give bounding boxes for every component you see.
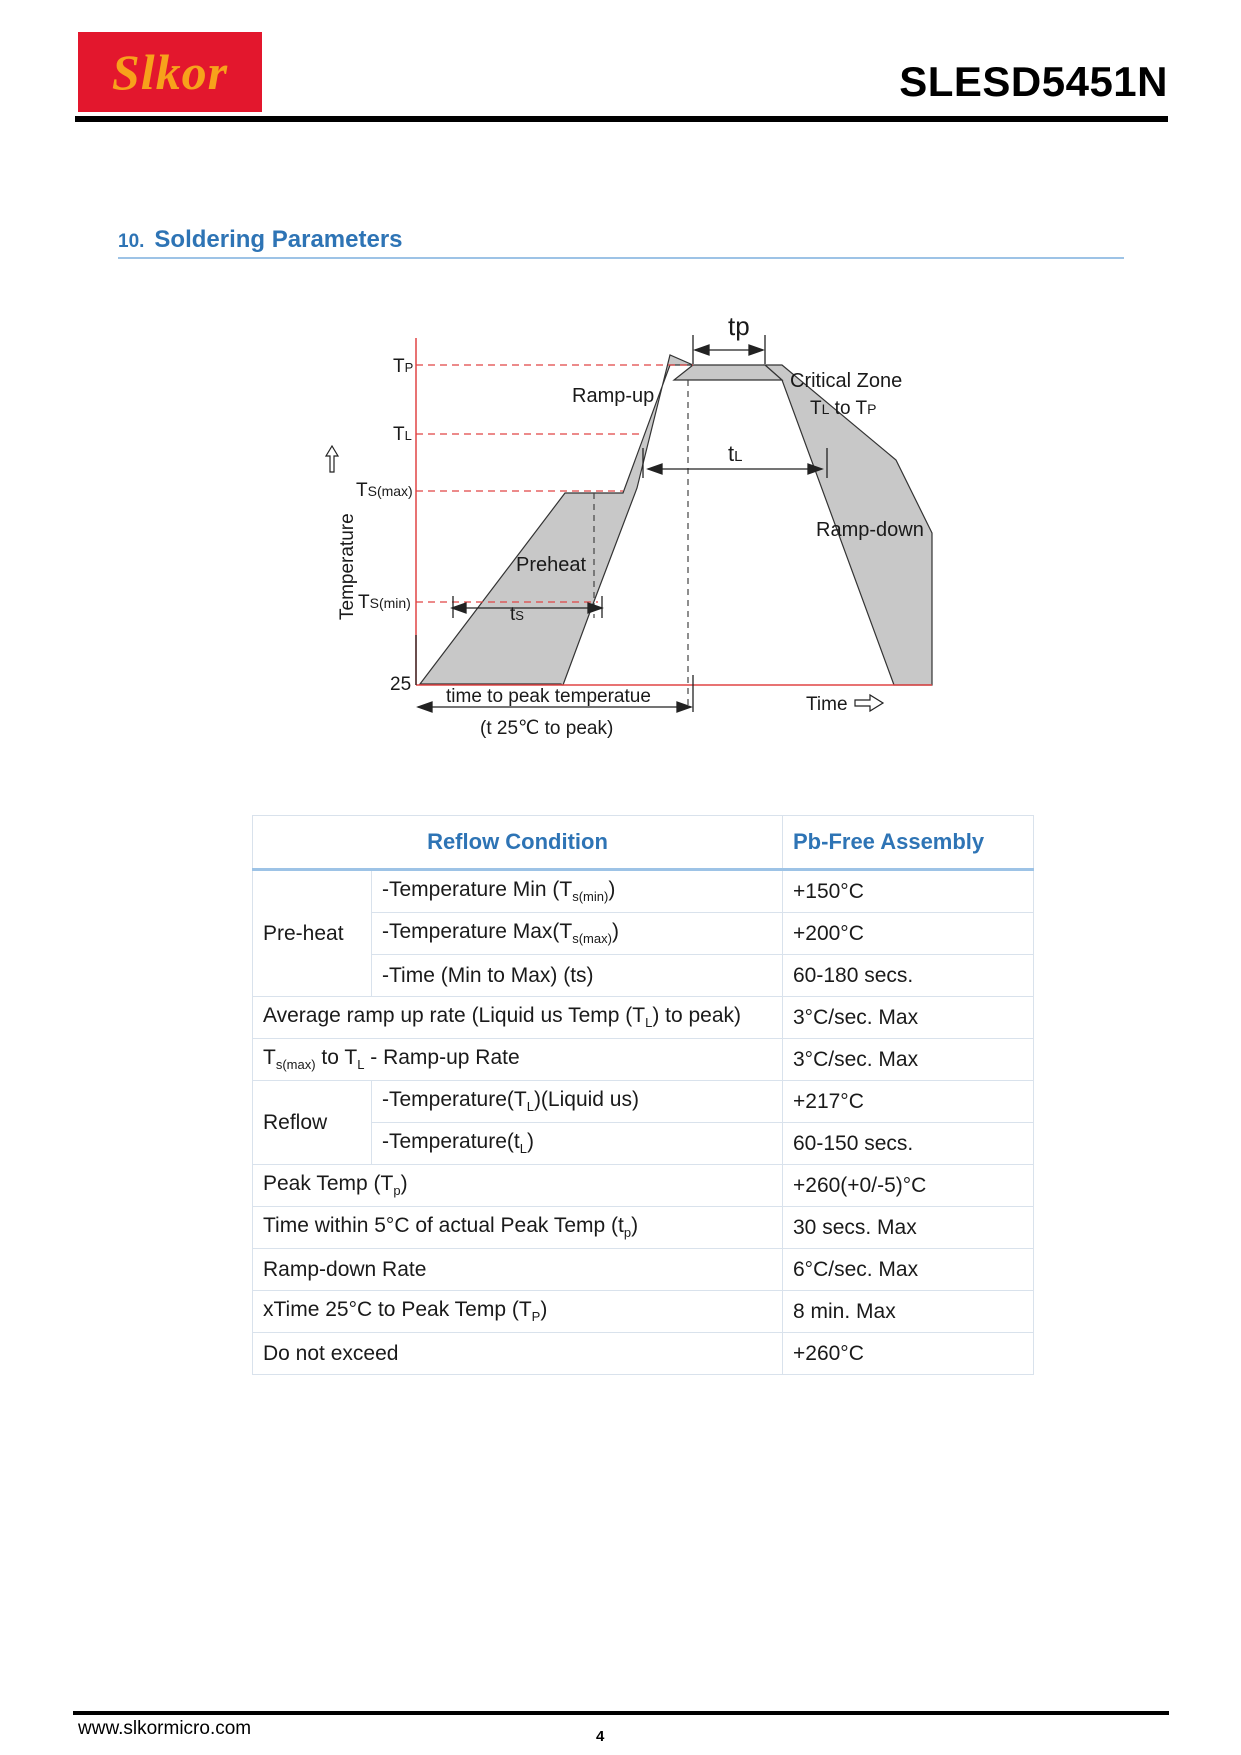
footer-divider (73, 1711, 1169, 1715)
tsmax-axis-label: TS(max) (356, 480, 413, 501)
table-cell: Ramp-down Rate (253, 1249, 783, 1291)
table-row (253, 1081, 1034, 1123)
table-cell: $-Temperature(t_L)$ (372, 1123, 783, 1165)
table-row (253, 1165, 1034, 1207)
critical-zone-range: TL to TP (810, 398, 877, 419)
table-cell: -Temperature $Max(T_{s(max)})$ (372, 913, 783, 955)
table-cell-value: 6°C/sec. Max (783, 1249, 1034, 1291)
ramp-down-label: Ramp-down (816, 519, 924, 541)
temperature-arrow-icon (326, 446, 338, 472)
time-arrow-icon (855, 695, 883, 711)
reflow-group-label: Reflow (253, 1081, 372, 1165)
table-row (253, 997, 1034, 1039)
table-cell: $-Temperature(T_L)(Liquid$ us) (372, 1081, 783, 1123)
critical-zone-label: Critical Zone (790, 370, 903, 392)
section-title: Soldering Parameters (154, 226, 403, 253)
table-row (253, 1039, 1034, 1081)
temperature-axis-title: Temperature (337, 513, 358, 620)
preheat-group-label: Pre-heat (253, 870, 372, 997)
table-cell-value: +260°C (783, 1333, 1034, 1375)
reflow-profile-diagram (320, 300, 960, 770)
tl-axis-label: TL (393, 424, 412, 445)
time-axis-title: Time (806, 694, 848, 715)
header-divider (75, 116, 1168, 122)
tsmin-axis-label: TS(min) (358, 592, 411, 613)
table-row (253, 1249, 1034, 1291)
table-cell-value: +260(+0/-5)°C (783, 1165, 1034, 1207)
table-row (253, 1333, 1034, 1375)
table-row (253, 1207, 1034, 1249)
table-cell-value: 60-150 secs. (783, 1123, 1034, 1165)
table-cell-value: 8 min. Max (783, 1291, 1034, 1333)
preheat-label: Preheat (516, 554, 587, 576)
ts-duration-label: tS (510, 604, 524, 625)
page-number: 4 (596, 1728, 605, 1745)
table-cell-value: 3°C/sec. Max (783, 1039, 1034, 1081)
table-cell-value: +200°C (783, 913, 1034, 955)
part-number: SLESD5451N (899, 58, 1168, 105)
tp-axis-label: TP (393, 356, 414, 377)
ramp-up-label: Ramp-up (572, 385, 655, 407)
tl-duration-label: tL (728, 441, 743, 466)
table-cell-value: 60-180 secs. (783, 955, 1034, 997)
logo-text: Slkor (111, 44, 229, 100)
table-cell: -Time (Min to Max) (ts) (372, 955, 783, 997)
table-cell-value: 30 secs. Max (783, 1207, 1034, 1249)
table-cell-value: +150°C (783, 870, 1034, 913)
table-cell-value: +217°C (783, 1081, 1034, 1123)
table-cell: Peak Temp $(T_p)$ (253, 1165, 783, 1207)
header-reflow-condition: Reflow Condition (253, 816, 783, 870)
table-cell: Time within 5°C of actual Peak Temp $(t_p)$ (253, 1207, 783, 1249)
table-cell: Average ramp up rate (Liquid us Temp $(T_L)$ to peak) (253, 997, 783, 1039)
header-pb-free-assembly: Pb-Free Assembly (783, 816, 1034, 870)
time-to-peak-label: time to peak temperatue (446, 686, 651, 707)
t25-axis-label: 25 (390, 674, 412, 695)
reflow-condition-table (252, 815, 1034, 1375)
table-row (253, 1291, 1034, 1333)
table-cell: xTime 25°C to Peak Temp $(T_P)$ (253, 1291, 783, 1333)
t25-to-peak-label: (t 25℃ to peak) (480, 718, 614, 739)
footer-url[interactable]: www.slkormicro.com (78, 1718, 252, 1739)
table-row (253, 870, 1034, 913)
table-cell: $T_{s(max)}$ to $T_L$ - Ramp-up Rate (253, 1039, 783, 1081)
table-cell: -Temperature Min $(T_{s(min)})$ (372, 870, 783, 913)
section-number: 10. (118, 231, 145, 252)
company-logo (78, 32, 262, 112)
section-divider (118, 257, 1124, 259)
table-cell: Do not exceed (253, 1333, 783, 1375)
peak-cap (674, 365, 782, 380)
section-heading (118, 226, 403, 254)
tp-duration-label: tp (728, 311, 750, 341)
table-cell-value: 3°C/sec. Max (783, 997, 1034, 1039)
table-header-row (253, 816, 1034, 870)
